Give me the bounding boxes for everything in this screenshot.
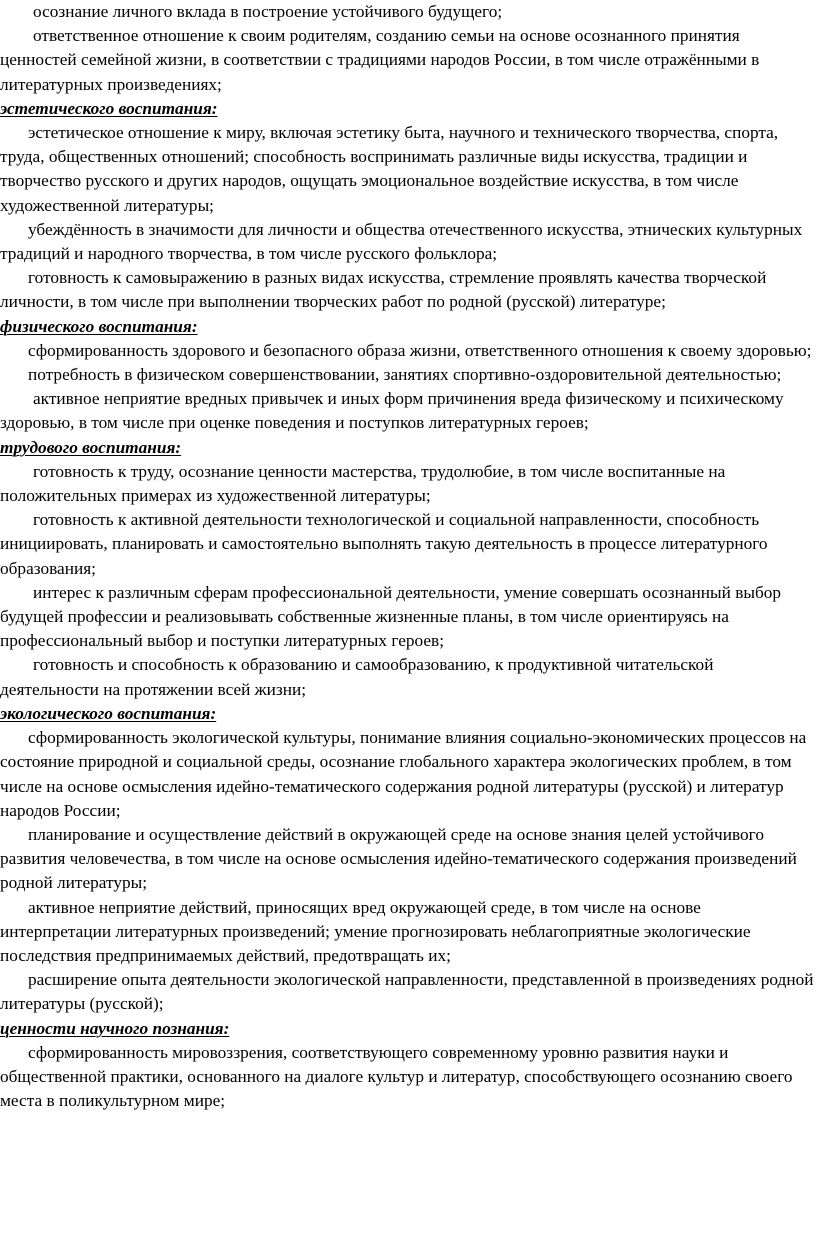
- paragraph: интерес к различным сферам профессиональной деятельности, умение совершать осознанный выбор будущей профессии и реализовывать собственные жизненные планы, в том числе ориентируясь на профессиональный выбор и поступки литературных героев;: [0, 582, 782, 651]
- section-physical: [0, 315, 814, 436]
- paragraph: ответственное отношение к своим родителям, созданию семьи на основе осознанного принятия ценностей семейной жизни, в соответствии с традициями народов России, в том числе отражёнными в литературных произведениях;: [0, 26, 760, 94]
- section-heading: эстетического воспитания:: [0, 98, 218, 118]
- section-heading: физического воспитания:: [0, 316, 198, 336]
- paragraph: сформированность здорового и безопасного образа жизни, ответственного отношения к своему здоровью;: [28, 340, 812, 360]
- section-scientific: [0, 1017, 814, 1114]
- section-heading: трудового воспитания:: [0, 437, 182, 457]
- paragraph: активное неприятие действий, приносящих вред окружающей среде, в том числе на основе интерпретации литературных произведений; умение прогнозировать неблагоприятные экологические последствия предпринимаемых действий, предотвращать их;: [0, 897, 751, 965]
- section-ecological: [0, 702, 814, 1017]
- section-heading: ценности научного познания:: [0, 1018, 230, 1038]
- section-heading: экологического воспитания:: [0, 703, 217, 723]
- paragraph: активное неприятие вредных привычек и иных форм причинения вреда физическому и психическому здоровью, в том числе при оценке поведения и поступков литературных героев;: [0, 389, 784, 433]
- paragraph: осознание личного вклада в построение устойчивого будущего;: [33, 2, 503, 21]
- section-intro: [0, 0, 814, 97]
- paragraph: сформированность экологической культуры, понимание влияния социально-экономических процессов на состояние природной и социальной среды, осознание глобального характера экологических проблем, в том числе на основе осмысления идейно-тематического содержания родной литературы (русской) и литератур народов России;: [0, 728, 807, 820]
- paragraph: готовность и способность к образованию и самообразованию, к продуктивной читательской деятельности на протяжении всей жизни;: [0, 655, 714, 699]
- paragraph: планирование и осуществление действий в окружающей среде на основе знания целей устойчивого развития человечества, в том числе на основе осмысления идейно-тематического содержания произведений родной литературы;: [0, 824, 797, 893]
- section-labor: [0, 436, 814, 702]
- paragraph: готовность к труду, осознание ценности мастерства, трудолюбие, в том числе воспитанные на положительных примерах из художественной литературы;: [0, 461, 726, 506]
- paragraph: сформированность мировоззрения, соответствующего современному уровню развития науки и общественной практики, основанного на диалоге культур и литератур, способствующего осознанию своего места в поликультурном мире;: [0, 1042, 793, 1111]
- paragraph: потребность в физическом совершенствовании, занятиях спортивно-оздоровительной деятельностью;: [28, 365, 782, 385]
- paragraph: эстетическое отношение к миру, включая эстетику быта, научного и технического творчества, спорта, труда, общественных отношений; способность воспринимать различные виды искусства, традиции и творчество русского и других народов, ощущать эмоциональное воздействие искусства, в том числе художественной литературы;: [0, 123, 779, 215]
- paragraph: готовность к активной деятельности технологической и социальной направленности, способность инициировать, планировать и самостоятельно выполнять такую деятельность в процессе литературного образования;: [0, 510, 768, 578]
- paragraph: готовность к самовыражению в разных видах искусства, стремление проявлять качества творческой личности, в том числе при выполнении творческих работ по родной (русской) литературе;: [0, 268, 767, 312]
- paragraph: убеждённость в значимости для личности и общества отечественного искусства, этнических культурных традиций и народного творчества, в том числе русского фольклора;: [0, 219, 803, 264]
- paragraph: расширение опыта деятельности экологической направленности, представленной в произведениях родной литературы (русской);: [0, 970, 814, 1014]
- section-aesthetic: [0, 97, 814, 315]
